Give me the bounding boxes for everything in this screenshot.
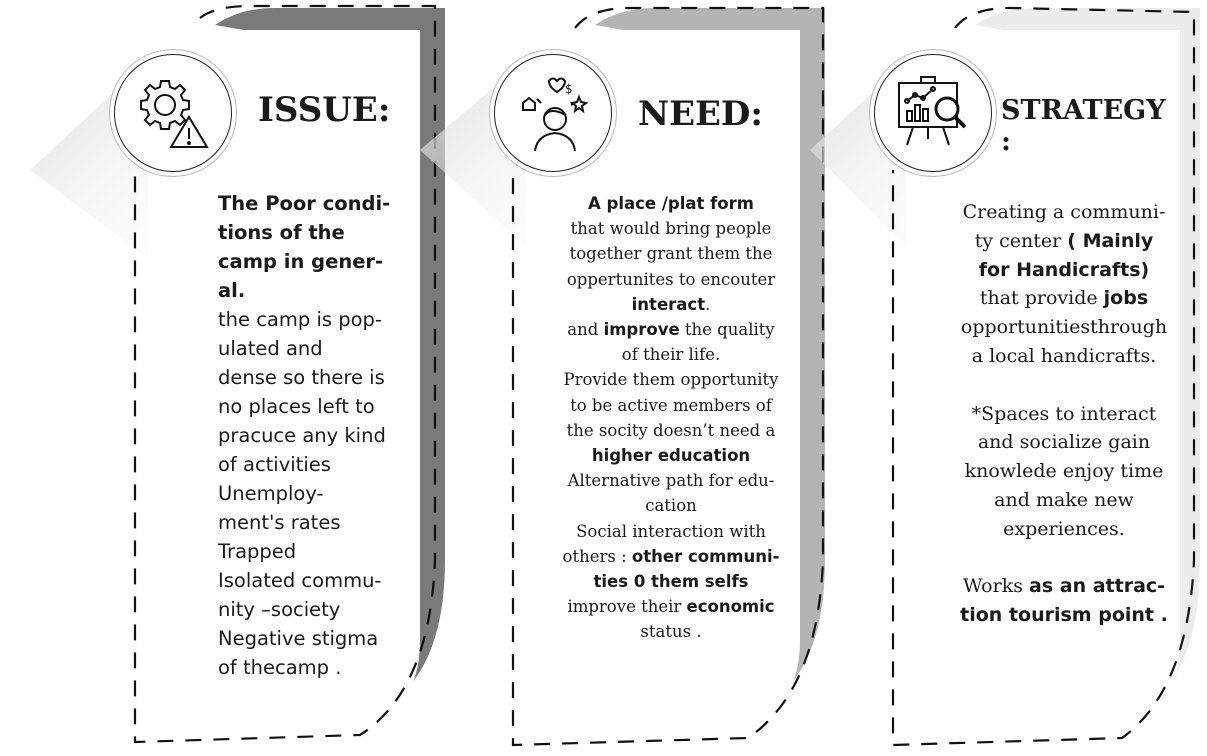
- issue-line: no places left to: [218, 395, 375, 418]
- need-heading: NEED:: [638, 94, 763, 134]
- strategy-line: [946, 313, 1182, 342]
- need-text: others :: [562, 546, 632, 566]
- need-line: [550, 569, 792, 594]
- strategy-spacer: [946, 371, 1182, 400]
- need-panel: [380, 0, 780, 756]
- strategy-icon-badge: [874, 54, 992, 172]
- svg-text:$: $: [565, 82, 573, 96]
- need-text-bold: higher education: [591, 446, 751, 466]
- need-line: [550, 418, 792, 443]
- need-text-bold: ties 0 them selfs: [593, 572, 749, 592]
- presentation-analysis-icon: [893, 73, 973, 153]
- need-line: [550, 267, 792, 292]
- issue-heading: ISSUE:: [258, 90, 391, 130]
- strategy-heading: STRATEGY :: [1001, 95, 1166, 157]
- strategy-text-bold: tion tourism point .: [960, 604, 1168, 627]
- strategy-line: [946, 284, 1182, 313]
- need-text: status .: [640, 622, 702, 642]
- strategy-text: Works: [962, 575, 1030, 598]
- need-text: .: [705, 294, 711, 314]
- issue-line: pracuce any kind: [218, 424, 386, 447]
- strategy-line: [946, 342, 1182, 371]
- strategy-line: [946, 227, 1182, 256]
- strategy-panel: [760, 0, 1168, 756]
- strategy-text: opportunitiesthrough: [960, 316, 1168, 339]
- need-line: [550, 342, 792, 367]
- issue-body: [218, 189, 390, 682]
- issue-line: Negative stigma: [218, 627, 379, 650]
- strategy-text: ty center: [974, 229, 1068, 252]
- strategy-text-bold: as an attrac-: [1029, 575, 1166, 598]
- strategy-text: a local handicrafts.: [971, 344, 1157, 367]
- issue-icon-badge: [114, 54, 232, 172]
- strategy-text: and make new: [994, 488, 1134, 511]
- need-text: of their life.: [621, 345, 721, 365]
- need-line: [550, 544, 792, 569]
- issue-panel: [0, 0, 391, 756]
- need-text: the socity doesn’t need a: [566, 420, 776, 440]
- strategy-line: [946, 400, 1182, 429]
- strategy-text: experiences.: [1003, 517, 1125, 540]
- need-line: [550, 317, 792, 342]
- strategy-text: and socialize gain: [977, 431, 1151, 454]
- issue-line: ment's rates: [218, 511, 341, 534]
- need-text: the quality: [679, 320, 775, 340]
- strategy-line: [946, 601, 1182, 630]
- strategy-line: [946, 428, 1182, 457]
- need-line: [550, 292, 792, 317]
- issue-line: of activities: [218, 453, 331, 476]
- need-line: [550, 241, 792, 266]
- issue-line: camp in gener-: [218, 250, 384, 273]
- need-text: cation: [645, 496, 697, 516]
- issue-line: tions of the: [218, 221, 345, 244]
- need-line: [550, 493, 792, 518]
- need-text: together grant them the: [569, 244, 773, 264]
- need-text: oppertunites to encouter: [566, 269, 776, 289]
- need-line: [550, 393, 792, 418]
- issue-line: Trapped: [218, 540, 297, 563]
- gear-warning-icon: [133, 73, 213, 153]
- issue-line: ulated and: [218, 337, 323, 360]
- strategy-line: [946, 256, 1182, 285]
- issue-line: of thecamp .: [218, 656, 342, 679]
- need-line: [550, 191, 792, 216]
- issue-line: dense so there is: [218, 366, 385, 389]
- need-line: [550, 468, 792, 493]
- need-text-bold: improve: [603, 320, 680, 340]
- strategy-text: *Spaces to interact: [971, 402, 1157, 425]
- need-line: [550, 443, 792, 468]
- issue-line: Isolated commu-: [218, 569, 382, 592]
- need-text-bold: other communi-: [631, 546, 780, 566]
- need-line: [550, 216, 792, 241]
- strategy-line: [946, 486, 1182, 515]
- need-text-bold: interact: [631, 294, 706, 314]
- need-icon-badge: [494, 54, 612, 172]
- need-text-bold: economic: [686, 597, 775, 617]
- strategy-line: [946, 572, 1182, 601]
- need-text: and: [567, 320, 604, 340]
- strategy-line: [946, 515, 1182, 544]
- issue-line: The Poor condi-: [218, 192, 391, 215]
- need-text: to be active members of: [570, 395, 772, 415]
- need-body: [550, 191, 792, 645]
- strategy-text: Creating a communi-: [962, 201, 1166, 223]
- strategy-text: that provide: [979, 287, 1104, 310]
- need-text: improve their: [567, 597, 687, 617]
- need-text: Alternative path for edu-: [567, 471, 775, 491]
- strategy-line: [946, 198, 1182, 227]
- strategy-text-bold: jobs: [1103, 287, 1149, 310]
- issue-line: al.: [218, 279, 246, 302]
- need-line: [550, 594, 792, 619]
- strategy-text-bold: for Handicrafts): [978, 258, 1150, 281]
- strategy-spacer: [946, 544, 1182, 573]
- need-line: [550, 519, 792, 544]
- stressed-person-icon: [513, 73, 593, 153]
- issue-line: Unemploy-: [218, 482, 324, 505]
- need-line: [550, 367, 792, 392]
- need-text: that would bring people: [570, 219, 772, 239]
- need-text: Provide them opportunity: [563, 370, 779, 390]
- strategy-text-bold: ( Mainly: [1067, 229, 1154, 252]
- need-text-bold: A place /plat form: [588, 194, 754, 213]
- need-line: [550, 619, 792, 644]
- strategy-line: [946, 457, 1182, 486]
- strategy-text: knowlede enjoy time: [964, 460, 1164, 483]
- strategy-body: [946, 198, 1182, 630]
- issue-line: the camp is pop-: [218, 308, 382, 331]
- need-text: Social interaction with: [576, 521, 766, 541]
- issue-line: nity –society: [218, 598, 341, 621]
